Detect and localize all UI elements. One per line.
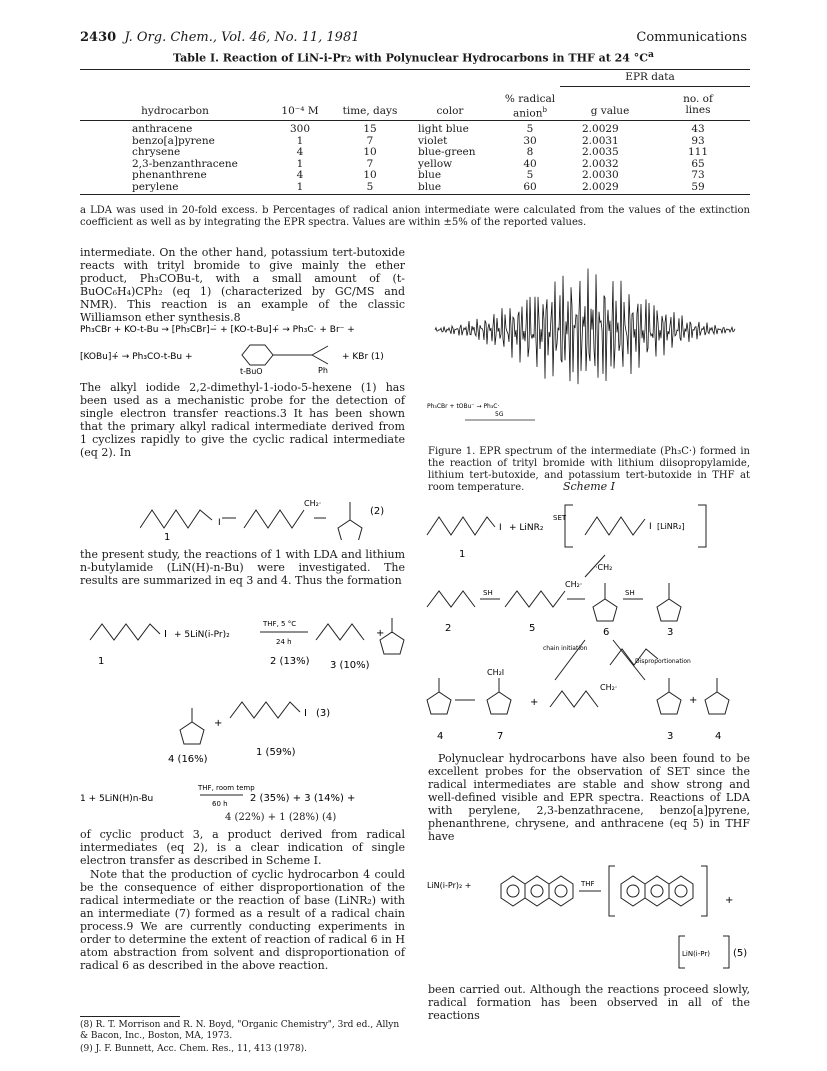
epr-spectrum-figure bbox=[425, 240, 755, 440]
section-name: Communications bbox=[636, 30, 747, 45]
eq3-cond1: THF, 5 °C bbox=[263, 620, 297, 628]
eq2-structures bbox=[140, 502, 362, 540]
scheme-title: Scheme I bbox=[562, 480, 616, 493]
eq2-number: (2) bbox=[370, 506, 385, 517]
table-cell: blue bbox=[418, 180, 442, 193]
table-bottom-rule bbox=[80, 194, 750, 195]
scheme-label-3b: 3 bbox=[667, 731, 674, 742]
table-cell: 73 bbox=[691, 169, 705, 181]
scheme-chain-initiation: chain initiation bbox=[543, 645, 588, 652]
eq5-thf: THF bbox=[581, 880, 595, 888]
table-cell: yellow bbox=[418, 157, 453, 170]
scheme-sh-2: SH bbox=[625, 589, 635, 597]
scheme-label-1: 1 bbox=[459, 549, 466, 560]
table-cell: 2.0035 bbox=[582, 146, 619, 158]
table-top-rule bbox=[80, 69, 750, 70]
table-cell: 5 bbox=[366, 180, 374, 193]
eq3-reagent: + 5LiN(i-Pr)₂ bbox=[174, 630, 230, 640]
table-cell: 2.0031 bbox=[582, 134, 619, 147]
table-cell: light blue bbox=[418, 123, 469, 135]
scheme-structures bbox=[427, 505, 729, 714]
table-cell: 10 bbox=[363, 169, 377, 181]
table-cell: 1 bbox=[296, 134, 304, 147]
eq1-ph: Ph bbox=[318, 366, 328, 375]
scheme-iodide-1: I bbox=[499, 523, 502, 533]
paragraph-4: of cyclic product 3, a product derived from radical intermediates (eq 2), is a clear indication of single electron transfer as described in Scheme I. bbox=[80, 828, 405, 867]
table-footnote: a LDA was used in 20-fold excess. b Percentages of radical anion intermediate were calculated from the values of the extinction coefficient as well as by integrating the EPR spectra. Values are within ±5% of the reported values. bbox=[80, 205, 750, 228]
eq1-line2a: [KOBu]+̇ → Ph₃CO-t-Bu + bbox=[80, 352, 193, 362]
scheme-ch2-open: CH₂· bbox=[565, 580, 583, 589]
reference-8: (8) R. T. Morrison and R. N. Boyd, "Organic Chemistry", 3rd ed., Allyn & Bacon, Inc., Boston, MA, 1973. bbox=[80, 1020, 400, 1041]
table-cell: 60 bbox=[523, 180, 537, 193]
figure-1-caption: Figure 1. EPR spectrum of the intermediate (Ph₃C·) formed in the reaction of trityl bromide with lithium diisopropylamide, lithium tert-butoxide, and potassium tert-butoxide in THF at room temperature. bbox=[428, 446, 750, 493]
page-header-left bbox=[80, 30, 360, 45]
table-cell: 15 bbox=[363, 123, 377, 135]
paragraph-2: The alkyl iodide 2,2-dimethyl-1-iodo-5-hexene (1) has been used as a mechanistic probe for the detection of single electron transfer reactions.3 It has been shown that the primary alkyl radical intermediate derived from 1 cyclizes rapidly to give the cyclic radical intermediate (eq 2). In bbox=[80, 381, 405, 459]
scheme-ch2-radical: ·CH₂ bbox=[595, 563, 613, 572]
table-cell: 30 bbox=[523, 134, 537, 147]
paragraph-7: been carried out. Although the reactions proceed slowly, radical formation has been observed in all of the reactions bbox=[428, 983, 750, 1022]
epr-spectrum-trace bbox=[435, 269, 735, 385]
table-cell: 7 bbox=[366, 134, 374, 147]
table-cell: 2.0029 bbox=[582, 123, 619, 135]
equation-2 bbox=[140, 440, 410, 540]
table-cell: anthracene bbox=[132, 123, 193, 135]
table-caption bbox=[0, 49, 827, 65]
table-cell: 1 bbox=[296, 157, 304, 170]
equation-5 bbox=[425, 848, 755, 978]
scheme-label-4: 4 bbox=[437, 731, 444, 742]
eq4-products2: 4 (22%) + 1 (28%) (4) bbox=[225, 812, 337, 823]
eq3-plus: + bbox=[376, 628, 385, 639]
eq2-iodide: I bbox=[218, 518, 221, 528]
table-cell: 10 bbox=[363, 146, 377, 158]
eq1-quinoid-structure bbox=[242, 345, 328, 365]
eq5-number: (5) bbox=[733, 948, 748, 959]
eq2-ch2: CH₂· bbox=[304, 499, 322, 508]
scheme-bracket: [LiNR₂] bbox=[657, 522, 685, 531]
table-cell: 300 bbox=[289, 123, 311, 135]
eq3-prod1: 1 (59%) bbox=[256, 747, 296, 758]
eq3-structures bbox=[90, 618, 404, 795]
eq4-cond2: 60 h bbox=[212, 800, 228, 808]
eq3-iodide: I bbox=[164, 629, 167, 640]
col-lines: no. of lines bbox=[683, 93, 713, 116]
scheme-label-2: 2 bbox=[445, 623, 452, 634]
reference-9: (9) J. F. Bunnett, Acc. Chem. Res., 11, 413 (1978). bbox=[80, 1044, 307, 1054]
table-cell: perylene bbox=[132, 180, 179, 193]
table-cell: 2.0029 bbox=[582, 180, 619, 193]
page-number: 2430 bbox=[80, 30, 117, 45]
table-cell: 5 bbox=[526, 169, 534, 181]
eq3-plus2: + bbox=[214, 718, 223, 729]
paragraph-3: the present study, the reactions of 1 with LDA and lithium n-butylamide (LiN(H)-n-Bu) were investigated. The results are summarized in eq 3 and 4. Thus the formation bbox=[80, 548, 405, 587]
col-radical-anion-text: % radical anion bbox=[504, 93, 556, 120]
table-caption-text: Table I. Reaction of LiN-i-Pr₂ with Polynuclear Hydrocarbons in THF at 24 °C bbox=[173, 51, 649, 65]
scheme-iodide-2: I bbox=[649, 522, 652, 532]
col-hydrocarbon: hydrocarbon bbox=[141, 105, 209, 117]
scheme-plus-2: + bbox=[689, 695, 698, 706]
table-cell: 1 bbox=[296, 180, 304, 193]
table-caption-mark: a bbox=[648, 49, 654, 60]
scheme-label-4b: 4 bbox=[715, 731, 722, 742]
eq3-sm-label: 1 bbox=[98, 656, 105, 667]
table-cell: 5 bbox=[526, 123, 534, 135]
col-concentration: 10⁻⁴ M bbox=[281, 105, 319, 117]
footnote-rule bbox=[80, 1016, 180, 1017]
table-cell: 111 bbox=[687, 146, 709, 158]
table-cell: 40 bbox=[523, 157, 537, 170]
table-cell: 8 bbox=[526, 146, 534, 158]
epr-scale-label: 5G bbox=[495, 411, 504, 418]
paragraph-5: Note that the production of cyclic hydrocarbon 4 could be the consequence of either disproportionation of the radical intermediate or the reaction of base (LiNR₂) with an intermediate (7) formed as a result of a radical chain process.9 We are currently conducting experiments in order to determine the extent of reaction of radical 6 in H atom abstraction from solvent and disproportionation of radical 6 as described in the above reaction. bbox=[80, 868, 405, 972]
scheme-label-7: 7 bbox=[497, 731, 504, 742]
journal-citation: J. Org. Chem., Vol. 46, No. 11, 1981 bbox=[124, 30, 360, 45]
eq4-reactants: 1 + 5LiN(H)n-Bu bbox=[80, 794, 154, 804]
scheme-ch2-radical-2: CH₂· bbox=[600, 683, 618, 692]
table-cell: 59 bbox=[691, 180, 705, 193]
eq4-products1: 2 (35%) + 3 (14%) + bbox=[250, 793, 356, 804]
table-cell: 2.0032 bbox=[582, 157, 619, 170]
eq3-cond2: 24 h bbox=[276, 638, 292, 646]
col-radical-anion: % radical anion$^b$ bbox=[504, 93, 556, 120]
table-cell: 43 bbox=[691, 123, 705, 135]
table-cell: 7 bbox=[366, 157, 374, 170]
table-cell: blue-green bbox=[418, 146, 476, 158]
eq3-number: (3) bbox=[316, 708, 331, 719]
scheme-set: SET bbox=[553, 514, 567, 522]
table-cell: benzo[a]pyrene bbox=[132, 134, 215, 147]
table-cell: 2,3-benzanthracene bbox=[132, 157, 238, 170]
table-cell: 4 bbox=[296, 146, 304, 158]
equation-1 bbox=[80, 318, 410, 378]
scheme-disproportionation: Disproportionation bbox=[635, 658, 691, 665]
eq3-iodide2: I bbox=[304, 708, 307, 719]
scheme-reagent: + LiNR₂ bbox=[509, 523, 544, 533]
table-cell: chrysene bbox=[132, 146, 181, 158]
equations-3-4 bbox=[80, 590, 410, 820]
scheme-sh-1: SH bbox=[483, 589, 493, 597]
col-time: time, days bbox=[342, 105, 398, 117]
table-cell: 93 bbox=[691, 134, 705, 147]
paragraph-6: Polynuclear hydrocarbons have also been found to be excellent probes for the observation of SET since the radical intermediates are stable and show strong and well-defined visible and EPR spectra. Reactions of LDA with perylene, 2,3-benzathracene, benzo[a]pyrene, phenanthrene, chrysene, and anthracene (eq 5) in THF have bbox=[428, 752, 750, 843]
eq3-prod2: 2 (13%) bbox=[270, 656, 310, 667]
epr-group-rule bbox=[560, 86, 750, 87]
table-cell: violet bbox=[418, 134, 448, 147]
scheme-ch2i: CH₂I bbox=[487, 668, 505, 677]
table-cell: 2.0030 bbox=[582, 169, 619, 181]
table-cell: 65 bbox=[691, 157, 705, 170]
scheme-label-3: 3 bbox=[667, 627, 674, 638]
eq4-cond1: THF, room temp bbox=[198, 784, 255, 792]
eq2-compound-label: 1 bbox=[164, 532, 171, 540]
col-g-value: g value bbox=[590, 105, 630, 117]
eq1-line1: Ph₃CBr + KO-t-Bu → [Ph₃CBr]−̇ + [KO-t-Bu]+̇ → Ph₃C· + Br⁻ + bbox=[80, 325, 355, 335]
eq5-reagent: LiN(i-Pr)₂ + bbox=[427, 881, 472, 890]
col-color: color bbox=[436, 105, 464, 117]
scheme-1 bbox=[425, 495, 755, 745]
eq3-prod3: 3 (10%) bbox=[330, 660, 370, 671]
eq5-plus: + bbox=[725, 895, 734, 906]
eq3-prod4: 4 (16%) bbox=[168, 754, 208, 765]
scheme-plus-1: + bbox=[530, 697, 539, 708]
table-cell: phenanthrene bbox=[132, 169, 207, 181]
eq5-cation: LiN(i-Pr) bbox=[682, 950, 710, 958]
table-cell: blue bbox=[418, 169, 442, 181]
scheme-label-6: 6 bbox=[603, 627, 610, 638]
scheme-label-5: 5 bbox=[529, 623, 536, 634]
epr-group-header: EPR data bbox=[625, 71, 675, 83]
eq1-tbuo: t-BuO bbox=[240, 367, 263, 376]
paragraph-1: intermediate. On the other hand, potassium tert-butoxide reacts with trityl bromide to give mainly the ether product, Ph₃COBu-t, with a small amount of (t-BuOC₆H₄)CPh₂ (eq 1) (characterized by GC/MS and NMR). This reaction is an example of the classic Williamson ether synthesis.8 bbox=[80, 246, 405, 324]
epr-inset-reaction: Ph₃CBr + tOBu⁻ → Ph₃C· bbox=[427, 403, 500, 410]
table-cell: 4 bbox=[296, 169, 304, 181]
eq1-line2b: + KBr (1) bbox=[342, 352, 384, 362]
table-header-rule bbox=[80, 120, 750, 121]
